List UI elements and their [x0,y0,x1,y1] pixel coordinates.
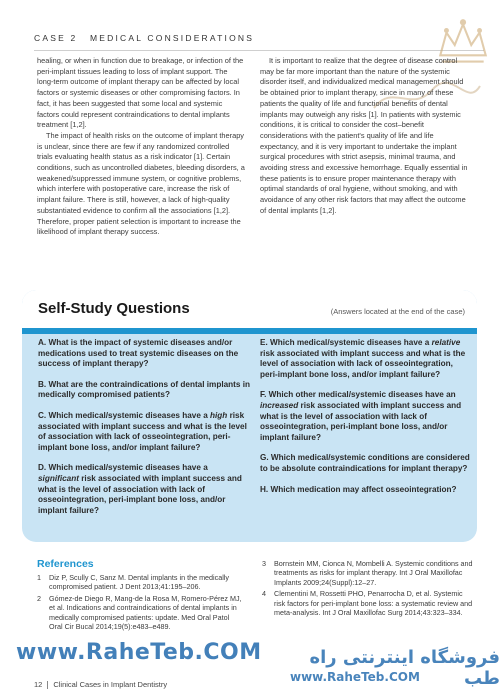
watermark-url: www.RaheTeb.COM [290,670,420,684]
page-number: 12 [34,680,43,689]
reference-item: 3 Bornstein MM, Cionca N, Mombelli A. Systemic conditions and treatments as risks for implant therapy. Int J Oral Maxillofac Implants 2009;24(Suppl):12–27. [262,559,473,587]
self-study-box [22,290,477,542]
running-header [34,33,262,43]
question-e: E. Which medical/systemic diseases have a relative risk associated with implant success and what is the level of association with lack of osseointegration, peri-implant bone loss, and/or implant failure? [260,338,466,379]
question-c: C. Which medical/systemic diseases have a high risk associated with implant success and what is the level of association with lack of osseointegration, peri-implant bone loss, and/or implant failure? [38,410,247,452]
watermark-persian: فروشگاه اینترنتی راه طب [309,647,500,689]
question-d: D. Which medical/systemic diseases have a significant risk associated with implant success and what is the level of association with lack of osseointegration, peri-implant bone loss, and/or implant failure? [38,463,242,515]
self-study-title: Self-Study Questions [38,300,190,317]
header-divider [34,50,484,51]
questions-column-left [38,338,250,526]
question-b: B. What are the contraindications of dental implants in medically compromised patients? [38,379,250,400]
question-g: G. Which medical/systemic conditions are considered to be absolute contraindications for implant therapy? [260,453,470,473]
reference-item: 2 Gómez-de Diego R, Mang-de la Rosa M, Romero-Pérez MJ, et al. Indications and contraindications of dental implants in medically compromised patients: update. Med Oral Patol Oral Cir Bucal 2014;19(5):e483–e489. [37,593,242,632]
references-title: References [37,558,94,570]
watermark-site: www.RaheTeb.COM [16,640,262,665]
question-a: A. What is the impact of systemic diseases and/or medications used to treat systemic diseases on the success of implant therapy? [38,338,239,369]
body-column-right [260,56,470,217]
references-column-right [262,559,474,619]
questions-column-right [260,338,472,505]
footer-divider [47,681,48,689]
body-column-left [37,56,245,238]
question-f: F. Which other medical/systemic diseases have an increased risk associated with implant success and what is the level of association with lack of osseointegration, peri-implant bone loss, and/or implant failure? [260,390,462,442]
page-footer [34,680,167,689]
body-paragraph: healing, or when in function due to breakage, or infection of the peri-implant tissues leading to loss of implant support. The long-term outcome of implant therapy can be affected by local factors or systemic diseases or other compromising factors. In fact, it has been suggested that some local and systemic factors could represent contraindications to dental implants treatment [1,2]. [37,56,244,130]
question-h: H. Which medication may affect osseointegration? [260,484,457,494]
self-study-note: (Answers located at the end of the case) [330,307,465,316]
self-study-header [22,290,477,334]
references-column-left [37,573,242,633]
section-title: MEDICAL CONSIDERATIONS [90,33,255,43]
body-paragraph: It is important to realize that the degree of disease control may be far more important than the nature of the systemic disorder itself, and individualized medical management should be obtained prior to implant therapy, since in many of these patients the quality of life and functional benefits of dental implants may outweigh any risks [1]. In patients with systemic conditions, it is critical to consider the cost–benefit considerations with the patient's quality of life and life expectancy, and it is very important to undertake the implant surgical procedures with strict asepsis, minimal trauma, and avoiding stress and excessive hemorrhage. Equally essential in these patients is to ensure proper maintenance therapy with optimal standards of oral hygiene, without smoking, and with avoidance of any other risk factors that may affect the outcome of dental implants [1,2]. [260,56,468,215]
reference-item: 1 Diz P, Scully C, Sanz M. Dental implants in the medically compromised patient. J Dent 2013;41:195–206. [37,573,230,592]
reference-item: 4 Clementini M, Rossetti PHO, Penarrocha D, et al. Systemic risk factors for peri-implant bone loss: a systematic review and meta-analysis. Int J Oral Maxillofac Surg 2014;43:323–334. [262,589,473,618]
book-title: Clinical Cases in Implant Dentistry [53,680,168,689]
body-paragraph: The impact of health risks on the outcome of implant therapy is unclear, since there are few if any randomized controlled trials evaluating health status as a risk indicator [1]. Certain conditions, such as uncontrolled diabetes, bleeding disorders, a weakened/suppressed immune system, or cognitive problems, which interfere with postoperative care, increase the risk of implant failure. There is still, however, a lack of high-quality substantiated evidence to confirm all the associations [1,2]. Therefore, proper patient selection is important to increase the likelihood of implant therapy success. [37,130,245,237]
case-label: CASE 2 [34,33,78,43]
